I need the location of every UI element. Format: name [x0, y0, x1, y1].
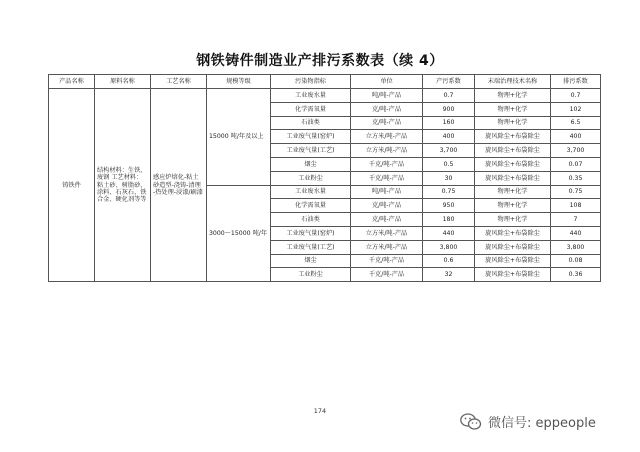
- column-header: 规模等级: [207, 75, 271, 89]
- tech-cell: 物理+化学: [475, 199, 551, 213]
- scale-cell: 3000～15000 吨/年: [207, 185, 271, 282]
- unit-cell: 立方米/吨-产品: [351, 226, 423, 240]
- watermark: [460, 412, 596, 431]
- watermark-text: 微信号: eppeople: [488, 416, 596, 431]
- gen-cell: 900: [423, 102, 475, 116]
- gen-cell: 3,800: [423, 240, 475, 254]
- emit-cell: 3,800: [551, 240, 601, 254]
- table-body: [49, 89, 601, 282]
- tech-cell: 物理+化学: [475, 213, 551, 227]
- pollutant-cell: 烟尘: [271, 157, 351, 171]
- pollutant-cell: 工业废气量(窑炉): [271, 130, 351, 144]
- tech-cell: 旋风除尘+布袋除尘: [475, 254, 551, 268]
- gen-cell: 0.6: [423, 254, 475, 268]
- unit-cell: 克/吨-产品: [351, 213, 423, 227]
- process-cell: 感应炉熔化-粘土砂造型-浇铸-清理 -热处理-浸漆/刷漆: [151, 89, 207, 282]
- gen-cell: 440: [423, 226, 475, 240]
- unit-cell: 立方米/吨-产品: [351, 130, 423, 144]
- unit-cell: 千克/吨-产品: [351, 268, 423, 282]
- unit-cell: 千克/吨-产品: [351, 254, 423, 268]
- emit-cell: 0.07: [551, 157, 601, 171]
- emit-cell: 0.75: [551, 185, 601, 199]
- emit-cell: 0.35: [551, 171, 601, 185]
- pollutant-cell: 工业粉尘: [271, 171, 351, 185]
- tech-cell: 物理+化学: [475, 116, 551, 130]
- tech-cell: 旋风除尘+布袋除尘: [475, 268, 551, 282]
- raw-material-cell: 结构材料：生铁、废钢 工艺材料：粘土砂、树脂砂、涂料、石灰石、铁合金、硬化剂等等: [95, 89, 151, 282]
- unit-cell: 克/吨-产品: [351, 199, 423, 213]
- unit-cell: 千克/吨-产品: [351, 157, 423, 171]
- emit-cell: 6.5: [551, 116, 601, 130]
- column-header: 末端治理技术名称: [475, 75, 551, 89]
- tech-cell: 物理+化学: [475, 185, 551, 199]
- pollutant-cell: 工业粉尘: [271, 268, 351, 282]
- unit-cell: 克/吨-产品: [351, 116, 423, 130]
- gen-cell: 32: [423, 268, 475, 282]
- column-header: 工艺名称: [151, 75, 207, 89]
- pollutant-cell: 工业废水量: [271, 185, 351, 199]
- emission-table: [48, 74, 601, 282]
- unit-cell: 立方米/吨-产品: [351, 240, 423, 254]
- emit-cell: 0.7: [551, 89, 601, 103]
- unit-cell: 吨/吨-产品: [351, 89, 423, 103]
- gen-cell: 400: [423, 130, 475, 144]
- emit-cell: 440: [551, 226, 601, 240]
- gen-cell: 30: [423, 171, 475, 185]
- unit-cell: 千克/吨-产品: [351, 171, 423, 185]
- emit-cell: 0.08: [551, 254, 601, 268]
- column-header: 单位: [351, 75, 423, 89]
- pollutant-cell: 化学需氧量: [271, 102, 351, 116]
- column-header: 产品名称: [49, 75, 95, 89]
- unit-cell: 吨/吨-产品: [351, 185, 423, 199]
- pollutant-cell: 石油类: [271, 116, 351, 130]
- table-row: [49, 89, 601, 103]
- pollutant-cell: 工业废气量(工艺): [271, 144, 351, 158]
- pollutant-cell: 工业废水量: [271, 89, 351, 103]
- column-header: 污染物指标: [271, 75, 351, 89]
- column-header: 原料名称: [95, 75, 151, 89]
- gen-cell: 0.5: [423, 157, 475, 171]
- tech-cell: 物理+化学: [475, 89, 551, 103]
- page-number: 174: [313, 407, 327, 415]
- tech-cell: 旋风除尘+布袋除尘: [475, 130, 551, 144]
- column-header: 排污系数: [551, 75, 601, 89]
- emit-cell: 7: [551, 213, 601, 227]
- tech-cell: 旋风除尘+布袋除尘: [475, 144, 551, 158]
- tech-cell: 旋风除尘+布袋除尘: [475, 171, 551, 185]
- unit-cell: 克/吨-产品: [351, 102, 423, 116]
- gen-cell: 160: [423, 116, 475, 130]
- page-title: 钢铁铸件制造业产排污系数表（续 4）: [196, 53, 444, 69]
- tech-cell: 旋风除尘+布袋除尘: [475, 226, 551, 240]
- emit-cell: 400: [551, 130, 601, 144]
- product-name-cell: 铸铁件: [49, 89, 95, 282]
- pollutant-cell: 石油类: [271, 213, 351, 227]
- tech-cell: 物理+化学: [475, 102, 551, 116]
- emit-cell: 0.36: [551, 268, 601, 282]
- tech-cell: 旋风除尘+布袋除尘: [475, 157, 551, 171]
- pollutant-cell: 化学需氧量: [271, 199, 351, 213]
- gen-cell: 950: [423, 199, 475, 213]
- emit-cell: 102: [551, 102, 601, 116]
- column-header: 产污系数: [423, 75, 475, 89]
- gen-cell: 0.75: [423, 185, 475, 199]
- scale-cell: 15000 吨/年及以上: [207, 89, 271, 186]
- emit-cell: 108: [551, 199, 601, 213]
- unit-cell: 立方米/吨-产品: [351, 144, 423, 158]
- emit-cell: 3,700: [551, 144, 601, 158]
- pollutant-cell: 烟尘: [271, 254, 351, 268]
- wechat-icon: [460, 413, 482, 431]
- pollutant-cell: 工业废气量(窑炉): [271, 226, 351, 240]
- pollutant-cell: 工业废气量(工艺): [271, 240, 351, 254]
- table-header-row: [49, 75, 601, 89]
- gen-cell: 180: [423, 213, 475, 227]
- gen-cell: 0.7: [423, 89, 475, 103]
- tech-cell: 旋风除尘+布袋除尘: [475, 240, 551, 254]
- gen-cell: 3,700: [423, 144, 475, 158]
